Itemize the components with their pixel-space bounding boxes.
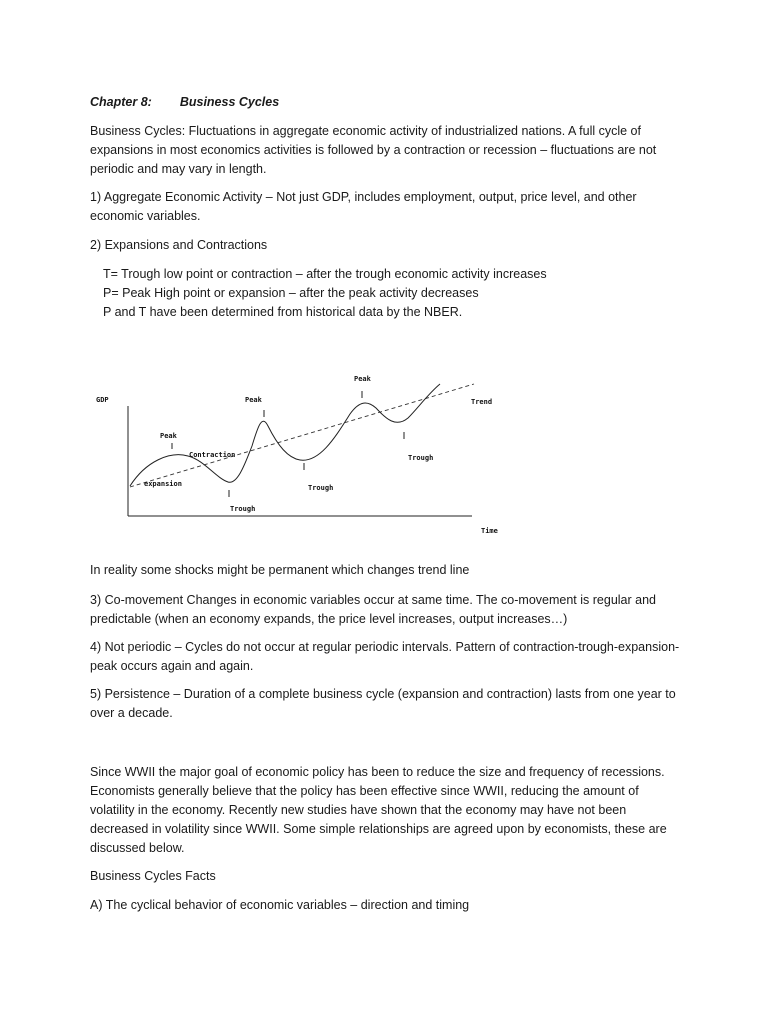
point-expansions-contractions: 2) Expansions and Contractions [90,238,268,252]
wwii-paragraph: Since WWII the major goal of economic policy has been to reduce the size and frequency of recessions. Economists generally believe that the policy has been effective since WWII, reducing the amount of volatility in the economy. Recently new studies have shown that the economy may have not been decreased in volatility since WWII. Some simple relationships are agreed upon by economists, these are discussed below. [90,765,667,855]
chapter-heading [90,93,680,112]
definition-nber: P and T have been determined from historical data by the NBER. [103,305,463,319]
point-co-movement: 3) Co-movement Changes in economic variables occur at same time. The co-movement is regular and predictable (when an economy expands, the price level increases, output increases…) [90,593,656,626]
facts-heading: Business Cycles Facts [90,869,216,883]
trend-label: Trend [471,398,493,406]
point-persistence: 5) Persistence – Duration of a complete business cycle (expansion and contraction) lasts from one year to over a decade. [90,687,676,720]
trough3-label: Trough [408,454,434,462]
reality-note: In reality some shocks might be permanent which changes trend line [90,563,470,577]
business-cycle-diagram [88,366,518,541]
x-axis-label: Time [481,527,498,535]
point-aggregate-activity: 1) Aggregate Economic Activity – Not just GDP, includes employment, output, price level, and other economic variables. [90,190,637,223]
definition-trough: T= Trough low point or contraction – after the trough economic activity increases [103,267,547,281]
peak1-label: Peak [160,432,177,440]
chapter-title: Business Cycles [179,95,280,109]
intro-paragraph: Business Cycles: Fluctuations in aggregate economic activity of industrialized nations. A full cycle of expansions in most economics activities is followed by a contraction or recession – fluctuations are not periodic and may vary in length. [90,124,657,176]
definition-peak: P= Peak High point or expansion – after the peak activity decreases [103,286,479,300]
trend-line [130,384,474,487]
trough1-label: Trough [230,505,256,513]
chapter-number: Chapter 8: [90,95,152,109]
point-not-periodic: 4) Not periodic – Cycles do not occur at regular periodic intervals. Pattern of contraction-trough-expansion-peak occurs again and again. [90,640,680,673]
y-axis-label: GDP [96,396,109,404]
expansion-label: expansion [144,480,182,488]
contraction-label: Contraction [189,451,236,459]
peak3-label: Peak [354,375,371,383]
facts-item-a: A) The cyclical behavior of economic variables – direction and timing [90,898,470,912]
trough2-label: Trough [308,484,334,492]
peak2-label: Peak [245,396,262,404]
